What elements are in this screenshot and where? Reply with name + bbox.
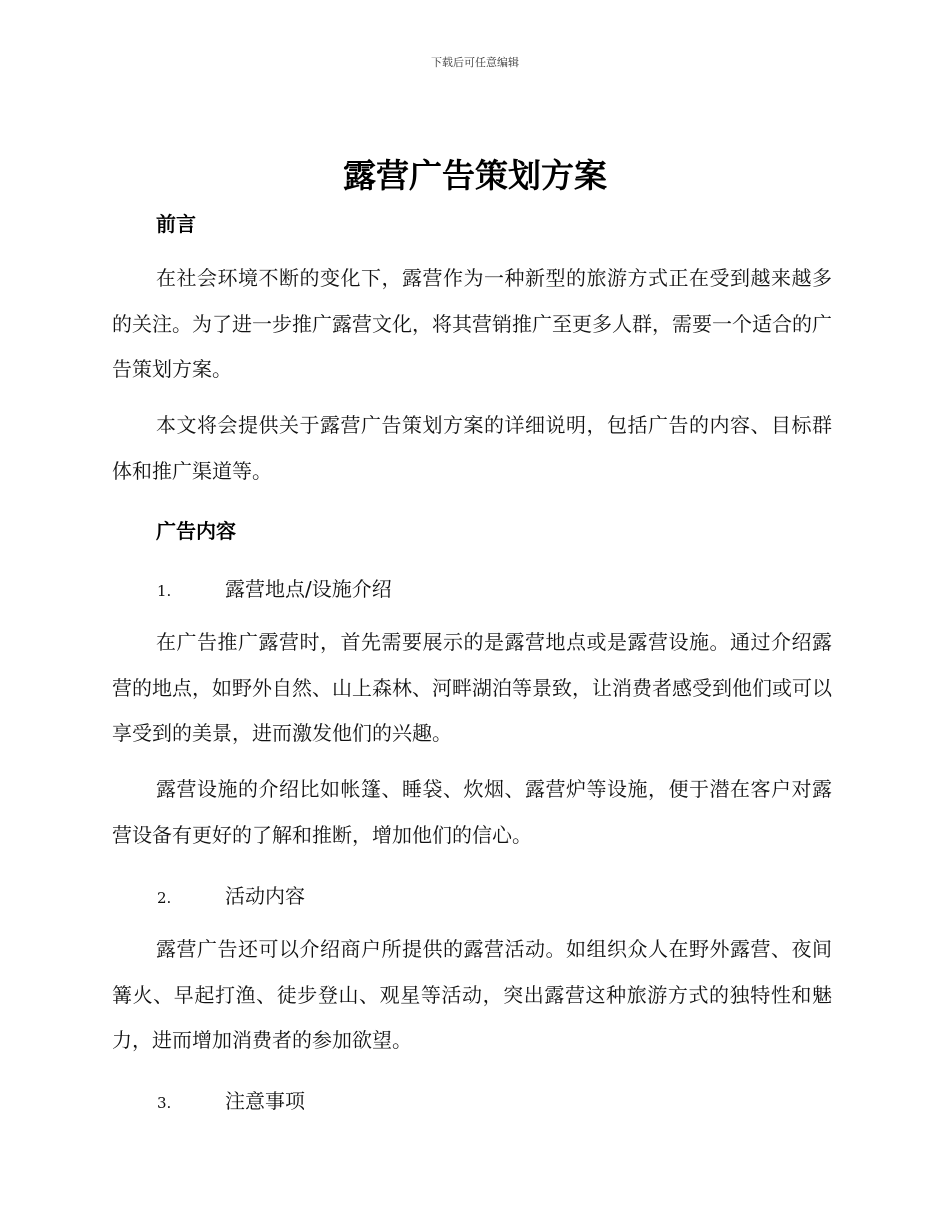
page-header-note: 下载后可任意编辑 <box>431 56 519 69</box>
list-number: 1. <box>157 582 172 600</box>
content-item-2-paragraph-1: 露营广告还可以介绍商户所提供的露营活动。如组织众人在野外露营、夜间篝火、早起打渔、徒步登山、观星等活动，突出露营这种旅游方式的独特性和魅力，进而增加消费者的参加欲望。 <box>112 937 832 1052</box>
list-number: 3. <box>157 1094 172 1112</box>
preface-paragraph-2: 本文将会提供关于露营广告策划方案的详细说明，包括广告的内容、目标群体和推广渠道等。 <box>112 413 832 483</box>
list-number: 2. <box>157 889 172 907</box>
content-item-1-paragraph-1: 在广告推广露营时，首先需要展示的是露营地点或是露营设施。通过介绍露营的地点，如野外自然、山上森林、河畔湖泊等景致，让消费者感受到他们或可以享受到的美景，进而激发他们的兴趣。 <box>112 630 832 745</box>
preface-paragraph-1: 在社会环境不断的变化下，露营作为一种新型的旅游方式正在受到越来越多的关注。为了进一步推广露营文化，将其营销推广至更多人群，需要一个适合的广告策划方案。 <box>112 266 832 381</box>
list-item-2 <box>157 880 305 909</box>
section-heading-content: 广告内容 <box>156 519 236 543</box>
section-heading-preface: 前言 <box>156 212 196 236</box>
document-title: 露营广告策划方案 <box>343 156 607 195</box>
content-item-1-paragraph-2: 露营设施的介绍比如帐篷、睡袋、炊烟、露营炉等设施，便于潜在客户对露营设备有更好的了解和推断，增加他们的信心。 <box>112 777 832 847</box>
list-label: 注意事项 <box>225 1089 305 1113</box>
list-item-1 <box>157 573 392 602</box>
list-item-3 <box>157 1085 305 1114</box>
list-label: 露营地点/设施介绍 <box>225 577 392 601</box>
list-label: 活动内容 <box>225 884 305 908</box>
